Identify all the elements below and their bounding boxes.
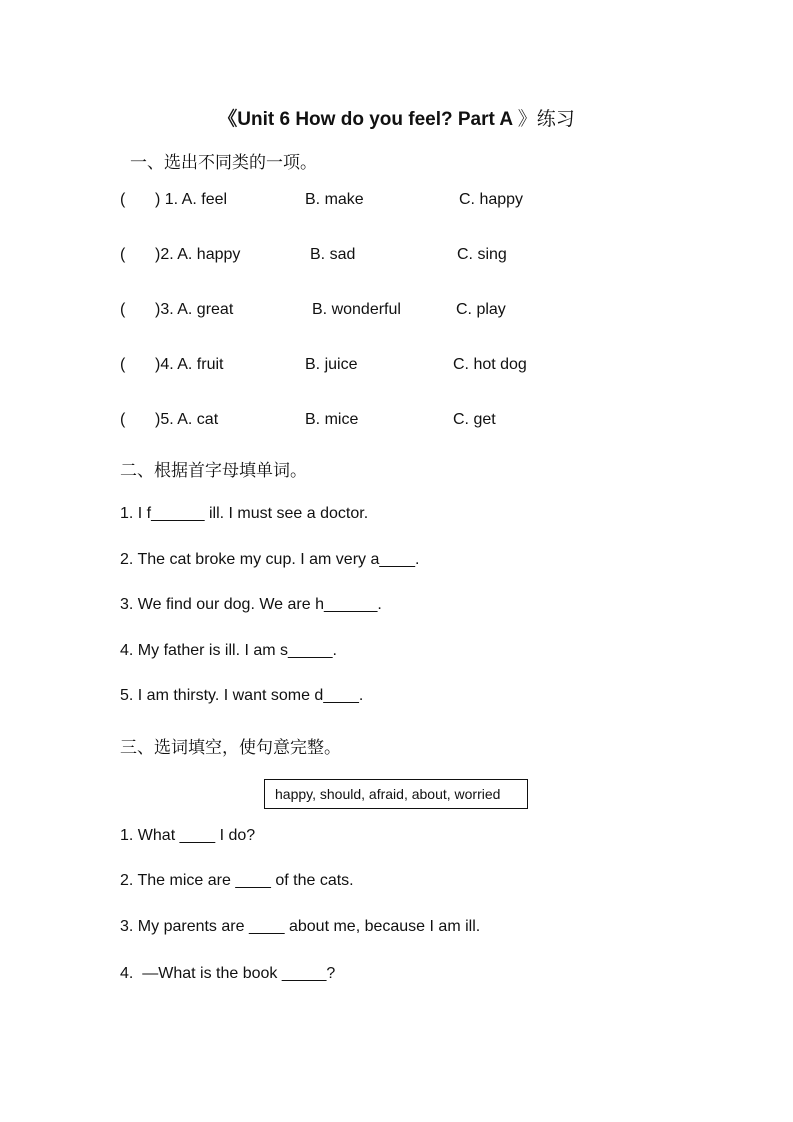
question-option-b: B. mice (305, 411, 359, 428)
fill-in-item: 2. The mice are ____ of the cats. (120, 872, 354, 889)
question-option-a: )3. A. great (155, 301, 234, 318)
section1-heading: 一、选出不同类的一项。 (130, 153, 317, 173)
question-option-a: ) 1. A. feel (155, 191, 228, 208)
title-open-bracket: 《 (218, 109, 238, 130)
fill-in-item: 5. I am thirsty. I want some d____. (120, 687, 364, 704)
question-option-a: )4. A. fruit (155, 356, 224, 373)
question-option-c: C. hot dog (453, 356, 527, 373)
fill-in-item: 3. We find our dog. We are h______. (120, 596, 382, 613)
answer-paren[interactable]: ( (120, 411, 126, 428)
word-bank-box: happy, should, afraid, about, worried (264, 779, 528, 809)
answer-paren[interactable]: ( (120, 246, 126, 263)
question-option-b: B. juice (305, 356, 358, 373)
fill-in-item: 1. What ____ I do? (120, 827, 256, 844)
page-title (0, 104, 793, 131)
question-option-c: C. sing (457, 246, 507, 263)
fill-in-item: 3. My parents are ____ about me, because I am ill. (120, 918, 481, 935)
question-option-b: B. wonderful (312, 301, 401, 318)
title-english: Unit 6 How do you feel? Part A (237, 109, 518, 130)
question-option-a: )5. A. cat (155, 411, 219, 428)
fill-in-item: 4. My father is ill. I am s_____. (120, 642, 337, 659)
fill-in-item: 2. The cat broke my cup. I am very a____. (120, 551, 420, 568)
section3-heading: 三、选词填空，使句意完整。 (120, 738, 341, 758)
answer-paren[interactable]: ( (120, 191, 126, 208)
question-option-b: B. make (305, 191, 364, 208)
question-option-b: B. sad (310, 246, 356, 263)
answer-paren[interactable]: ( (120, 301, 126, 318)
question-option-a: )2. A. happy (155, 246, 241, 263)
question-option-c: C. play (456, 301, 506, 318)
section2-heading: 二、根据首字母填单词。 (120, 461, 307, 481)
title-close-bracket: 》 (517, 109, 537, 130)
title-chinese: 练习 (536, 109, 575, 130)
question-option-c: C. happy (459, 191, 524, 208)
fill-in-item: 4. —What is the book _____? (120, 965, 336, 982)
question-option-c: C. get (453, 411, 496, 428)
fill-in-item: 1. I f______ ill. I must see a doctor. (120, 505, 369, 522)
answer-paren[interactable]: ( (120, 356, 126, 373)
